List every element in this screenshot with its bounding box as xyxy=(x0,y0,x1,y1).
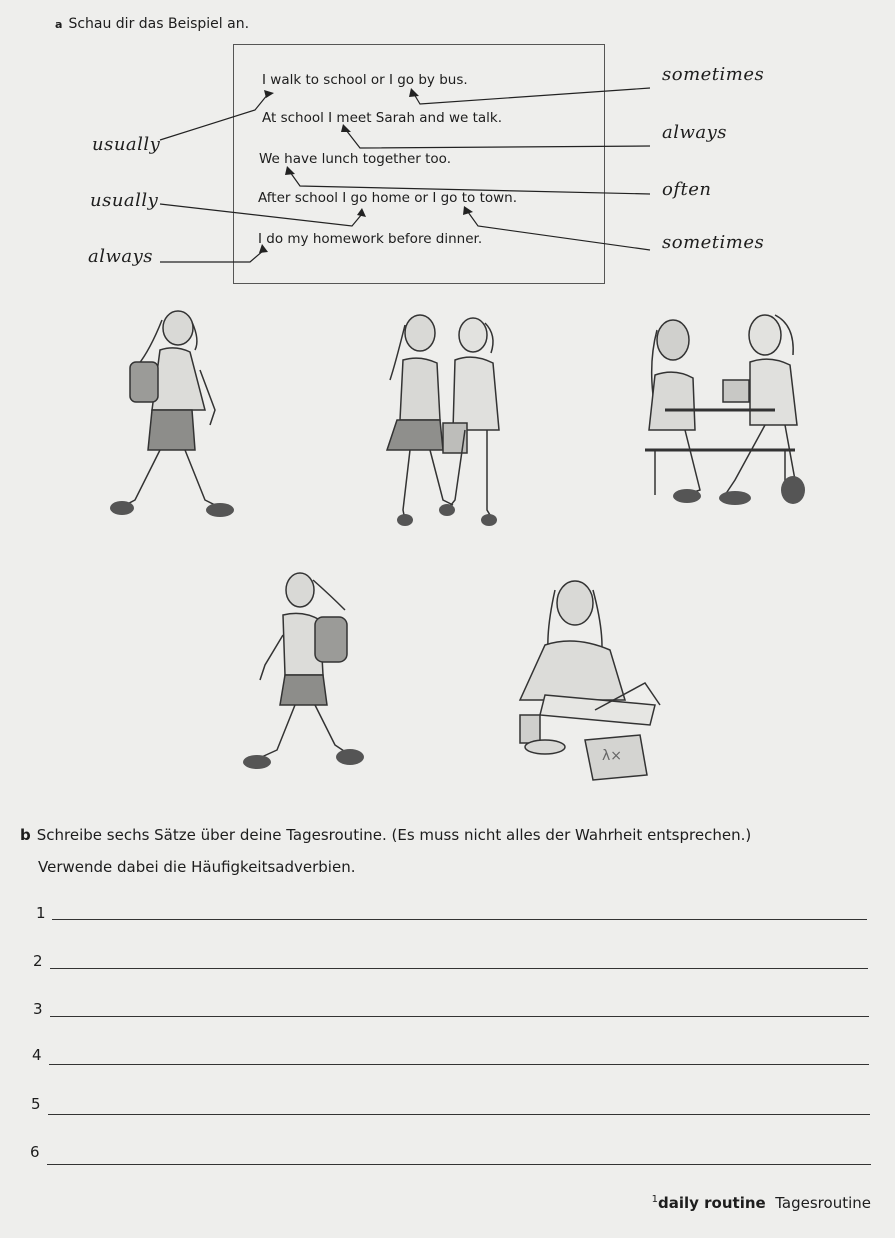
answer-line-6[interactable] xyxy=(47,1164,871,1165)
connector-line-3 xyxy=(346,130,650,148)
adverb-left-3: always xyxy=(88,246,154,267)
footnote-marker: 1 xyxy=(651,1194,658,1205)
exercise-b-instruction-2: Verwende dabei die Häufigkeitsadverbien. xyxy=(38,858,356,876)
footnote xyxy=(652,1194,871,1212)
girl-doing-homework-illustration xyxy=(505,565,680,790)
example-sentence-2: At school I meet Sarah and we talk. xyxy=(262,110,503,126)
answer-line-4[interactable] xyxy=(49,1064,869,1065)
arrowhead-2 xyxy=(409,88,419,97)
exercise-b-heading xyxy=(20,826,751,844)
adverb-left-1: usually xyxy=(92,134,161,155)
adverb-right-1: sometimes xyxy=(662,64,765,85)
arrowhead-4 xyxy=(285,166,295,175)
answer-line-number-1: 1 xyxy=(36,904,46,922)
answer-line-number-6: 6 xyxy=(30,1143,40,1161)
adverb-right-2: always xyxy=(662,122,728,143)
connector-line-4 xyxy=(290,172,650,194)
answer-line-2[interactable] xyxy=(50,968,868,969)
adverb-right-3: often xyxy=(662,179,712,200)
answer-line-number-3: 3 xyxy=(33,1000,43,1018)
connector-line-2 xyxy=(414,88,650,104)
svg-text:λ×: λ× xyxy=(602,748,623,764)
answer-line-number-5: 5 xyxy=(31,1095,41,1113)
adverb-connector-lines xyxy=(0,0,895,300)
footnote-translation: Tagesroutine xyxy=(775,1194,871,1212)
connector-line-1 xyxy=(160,94,268,140)
adverb-right-4: sometimes xyxy=(662,232,765,253)
example-sentence-1: I walk to school or I go by bus. xyxy=(262,72,468,88)
connector-line-7 xyxy=(160,250,264,262)
exercise-a-instruction: Schau dir das Beispiel an. xyxy=(68,16,250,32)
footnote-term: daily routine xyxy=(658,1194,766,1212)
adverb-left-2: usually xyxy=(90,190,159,211)
arrowhead-7 xyxy=(259,244,268,253)
answer-line-3[interactable] xyxy=(50,1016,869,1017)
girl-walking-home-illustration xyxy=(235,565,375,780)
answer-line-5[interactable] xyxy=(48,1114,870,1115)
example-sentence-3: We have lunch together too. xyxy=(259,151,451,167)
arrowhead-3 xyxy=(341,124,351,132)
connector-line-5 xyxy=(160,204,362,226)
arrowhead-5 xyxy=(357,208,366,217)
girls-having-lunch-illustration xyxy=(625,300,815,515)
girl-walking-to-school-illustration xyxy=(100,300,250,525)
two-girls-talking-illustration xyxy=(365,305,515,530)
answer-line-number-2: 2 xyxy=(33,952,43,970)
answer-line-number-4: 4 xyxy=(32,1046,42,1064)
exercise-a-label: a xyxy=(55,18,63,31)
example-sentence-5: I do my homework before dinner. xyxy=(258,231,483,247)
answer-line-1[interactable] xyxy=(52,919,867,920)
example-sentence-4: After school I go home or I go to town. xyxy=(258,190,518,206)
exercise-b-instruction: Schreibe sechs Sätze über deine Tagesroutine. (Es muss nicht alles der Wahrheit entsprechen.) xyxy=(36,826,752,844)
exercise-b-label: b xyxy=(20,826,31,844)
connector-line-6 xyxy=(468,212,650,250)
arrowhead-6 xyxy=(463,206,473,215)
